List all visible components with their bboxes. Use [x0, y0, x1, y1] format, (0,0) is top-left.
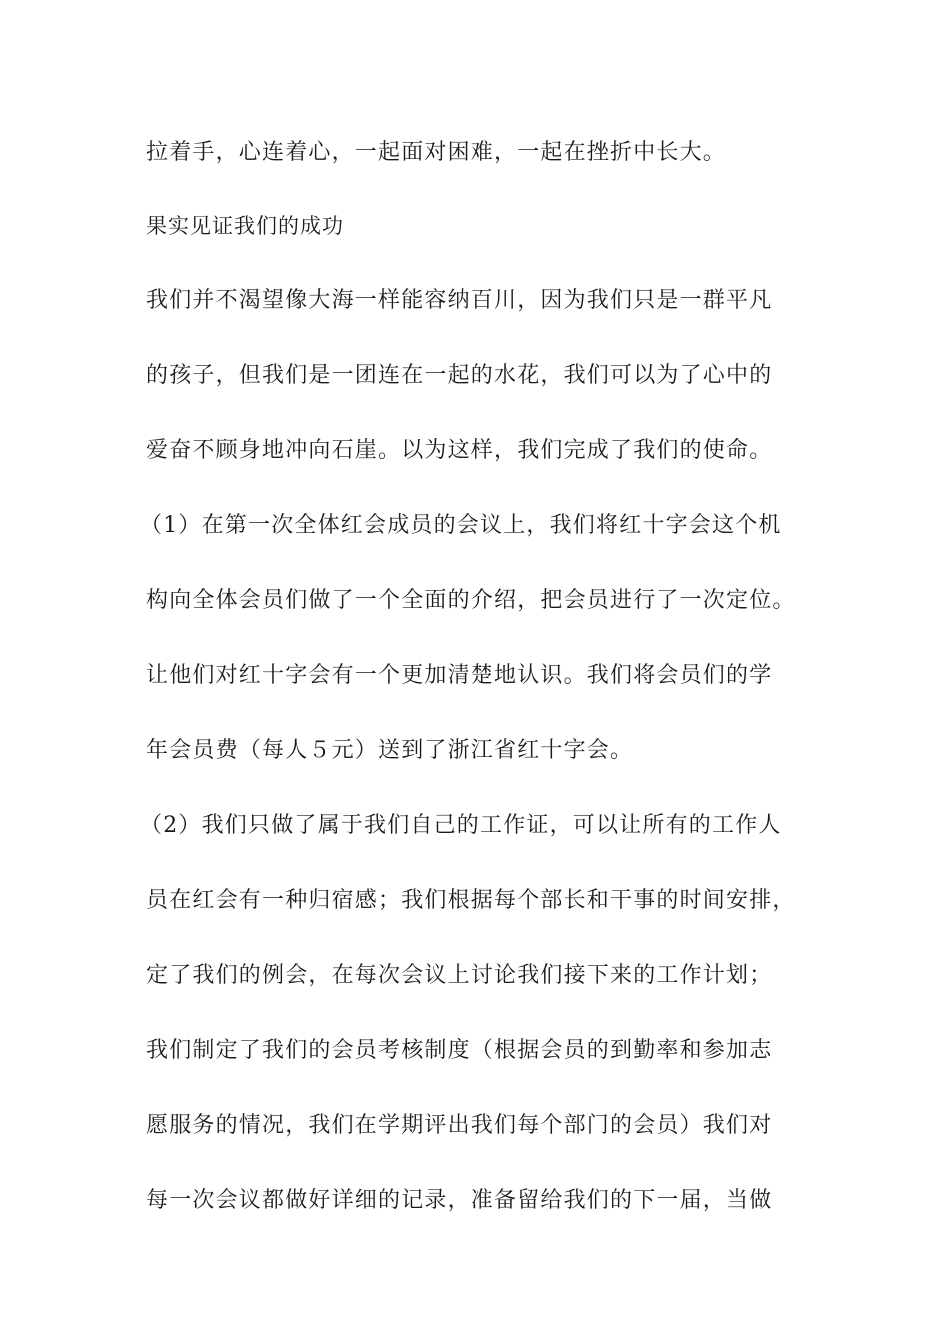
- text-line: （2）我们只做了属于我们自己的工作证，可以让所有的工作人: [140, 813, 782, 838]
- text-line: （1）在第一次全体红会成员的会议上，我们将红十字会这个机: [140, 513, 782, 538]
- text-line: 年会员费（每人５元）送到了浙江省红十字会。: [146, 738, 634, 763]
- text-line: 拉着手，心连着心，一起面对困难，一起在挫折中长大。: [146, 140, 727, 165]
- text-line: 我们并不渴望像大海一样能容纳百川，因为我们只是一群平凡: [146, 288, 773, 313]
- text-line: 愿服务的情况，我们在学期评出我们每个部门的会员）我们对: [146, 1113, 773, 1138]
- text-line: 我们制定了我们的会员考核制度（根据会员的到勤率和参加志: [146, 1038, 773, 1063]
- text-line: 的孩子，但我们是一团连在一起的水花，我们可以为了心中的: [146, 363, 773, 388]
- text-line: 员在红会有一种归宿感；我们根据每个部长和干事的时间安排，: [146, 888, 796, 913]
- section-heading: 果实见证我们的成功: [146, 214, 344, 238]
- text-line: 定了我们的例会，在每次会议上讨论我们接下来的工作计划；: [146, 963, 773, 988]
- text-line: 爱奋不顾身地冲向石崖。以为这样，我们完成了我们的使命。: [146, 438, 773, 463]
- text-line: 构向全体会员们做了一个全面的介绍，把会员进行了一次定位。: [146, 588, 796, 613]
- text-line: 让他们对红十字会有一个更加清楚地认识。我们将会员们的学: [146, 663, 773, 688]
- text-line: 每一次会议都做好详细的记录，准备留给我们的下一届，当做: [146, 1188, 773, 1213]
